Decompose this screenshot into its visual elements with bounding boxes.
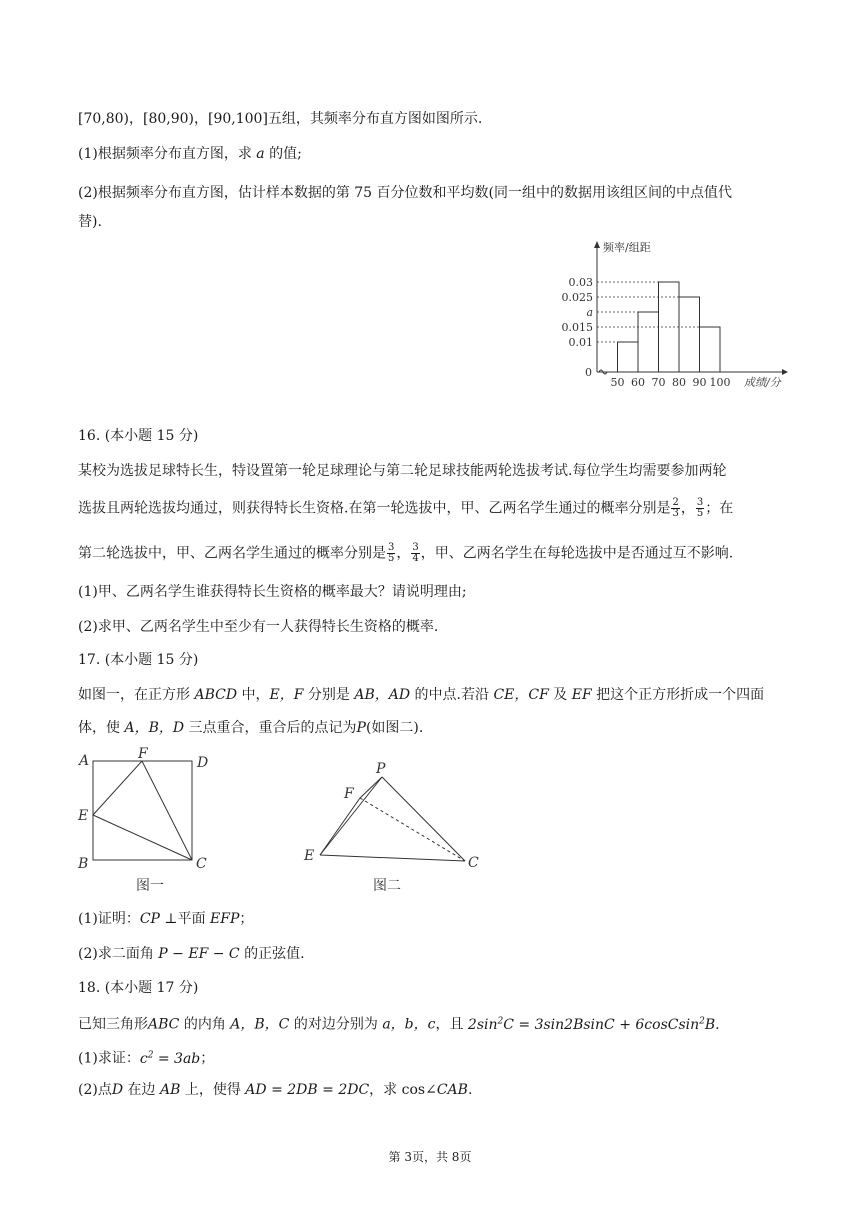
label-e: E: [78, 808, 89, 824]
figure-1-caption: 图一: [136, 878, 164, 894]
fraction: $\frac{3}{5}$: [388, 542, 395, 564]
q18-part2: (2)点D 在边 AB 上，使得 AD = 2DB = 2DC，求 cos∠CAB.: [78, 1082, 473, 1098]
q16-line1: 某校为选拔足球特长生，特设置第一轮足球理论与第二轮足球技能两轮选拔考试.每位学生均需要参加两轮: [78, 463, 727, 479]
label-p: P: [376, 761, 386, 777]
q15-part2-line1: (2)根据频率分布直方图，估计样本数据的第 75 百分位数和平均数(同一组中的数据用该组区间的中点值代: [78, 185, 733, 201]
q18-part1: (1)求证：$c^2 = 3ab$；: [78, 1050, 215, 1067]
figure-2-caption: 图二: [373, 878, 401, 894]
q16-part2: (2)求甲、乙两名学生中至少有一人获得特长生资格的概率.: [78, 619, 439, 635]
y-axis-arrow: [594, 241, 600, 248]
figure-1-square: [70, 745, 230, 895]
x-axis-arrow: [782, 369, 788, 375]
histogram-bar: [700, 327, 721, 372]
label-b: B: [78, 856, 89, 872]
fraction: $\frac{2}{3}$: [672, 497, 679, 519]
q16-header: 16. (本小题 15 分): [78, 428, 199, 444]
segment-ec: [93, 815, 192, 860]
label-c: C: [468, 855, 479, 871]
y-tick-label: 0.03: [568, 276, 593, 289]
fraction: $\frac{3}{4}$: [412, 542, 419, 564]
q16-part1: (1)甲、乙两名学生谁获得特长生资格的概率最大？请说明理由;: [78, 584, 467, 600]
x-tick-label: 80: [672, 376, 686, 389]
q18-line1: 已知三角形ABC 的内角 A，B，C 的对边分别为 a，b，c，且 $2\sin^2C = 3\sin 2BsinC$ + 6cosCsin$^2$B.: [78, 1016, 720, 1033]
histogram-bar: [679, 297, 700, 372]
q16-line3: 第二轮选拔中，甲、乙两名学生通过的概率分别是 $\frac{3}{5}$ ， $\frac{3}{4}$ ，甲、乙两名学生在每轮选拔中是否通过互不影响.: [78, 542, 734, 564]
edge-pc: [382, 777, 465, 861]
y-tick-label: 0.025: [561, 291, 593, 304]
label-f: F: [138, 746, 148, 762]
page-footer: 第 3页，共 8页: [388, 1150, 472, 1164]
origin-label: 0: [585, 366, 592, 379]
q17-line1: 如图一，在正方形 ABCD 中，E，F 分别是 AB，AD 的中点.若沿 CE，CF 及 EF 把这个正方形折成一个四面: [78, 687, 765, 703]
q17-part1: (1)证明：CP ⊥平面 EFP；: [78, 911, 254, 927]
square-abcd: [93, 761, 192, 860]
label-e: E: [304, 848, 315, 864]
label-f: F: [344, 786, 354, 802]
frequency-histogram: [560, 236, 800, 396]
q16-line2: 选拔且两轮选拔均通过，则获得特长生资格.在第一轮选拔中，甲、乙两名学生通过的概率分别是 $\frac{2}{3}$ ， $\frac{3}{5}$ ；在: [78, 497, 734, 519]
x-tick-label: 100: [709, 376, 731, 389]
x-tick-label: 50: [610, 376, 625, 389]
edge-fp: [360, 777, 382, 798]
segment-ef: [93, 761, 142, 815]
edge-ec: [320, 855, 465, 861]
label-c: C: [196, 856, 207, 872]
edge-ef: [320, 798, 360, 855]
x-tick-label: 60: [631, 376, 645, 389]
fraction: $\frac{3}{5}$: [696, 497, 704, 519]
x-tick-label: 70: [651, 376, 666, 389]
y-tick-label: 0.01: [568, 336, 593, 349]
x-axis-label: 成绩/分: [744, 376, 781, 389]
label-a: A: [79, 753, 90, 769]
x-tick-label: 90: [692, 376, 707, 389]
q17-part2: (2)求二面角 P − EF − C 的正弦值.: [78, 946, 305, 962]
q17-header: 17. (本小题 15 分): [78, 652, 199, 668]
y-axis-label: 频率/组距: [603, 241, 651, 254]
y-tick-label: a: [586, 306, 593, 319]
q15-part2-line2: 替).: [78, 214, 102, 230]
segment-fc: [142, 761, 192, 860]
q15-intro: [70,80)，[80,90)，[90,100]五组，其频率分布直方图如图所示.: [78, 111, 483, 127]
label-d: D: [197, 755, 209, 771]
q17-line2: 体，使 A，B，D 三点重合，重合后的点记为P(如图二).: [78, 720, 424, 736]
q18-header: 18. (本小题 17 分): [78, 980, 199, 996]
histogram-bar: [638, 312, 659, 372]
figure-2-tetrahedron: [300, 760, 490, 895]
y-tick-label: 0.015: [561, 321, 593, 334]
histogram-bar: [618, 342, 639, 372]
q15-part1: (1)根据频率分布直方图，求 a 的值;: [78, 146, 302, 162]
